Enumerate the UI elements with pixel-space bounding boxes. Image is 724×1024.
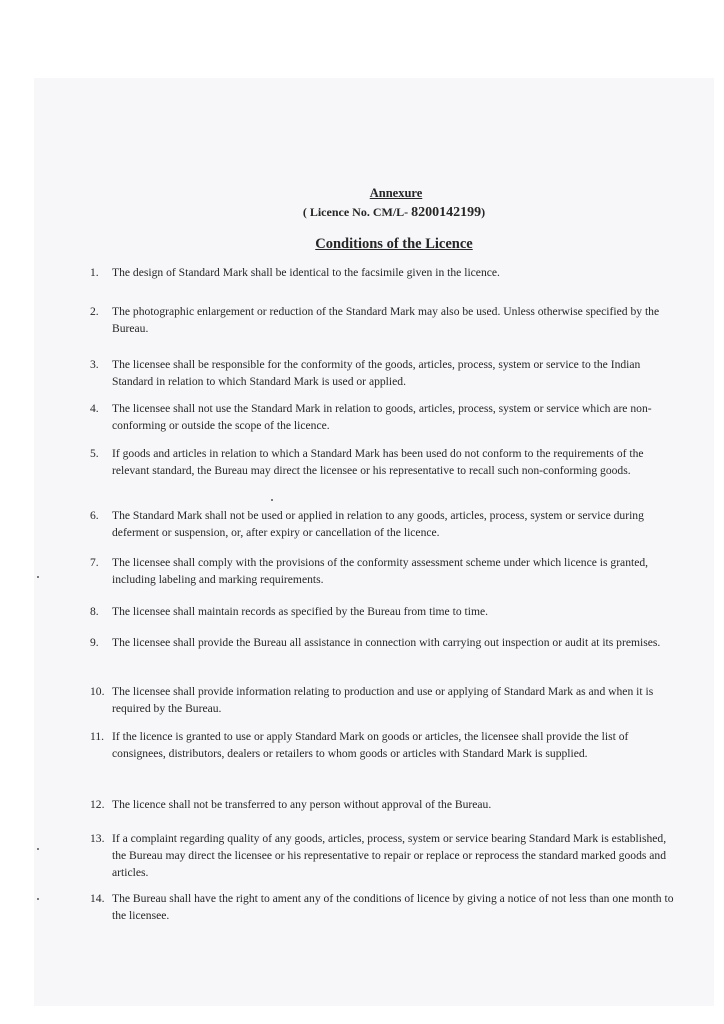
- condition-number: 4.: [90, 402, 99, 415]
- condition-number: 2.: [90, 305, 99, 318]
- condition-item: [90, 264, 677, 281]
- condition-item: [90, 356, 677, 390]
- condition-text: If a complaint regarding quality of any goods, articles, process, system or service bearing Standard Mark is established, the Bureau may direct the licensee or his representative to repair or replace or reprocess the standard marked goods and articles.: [112, 832, 667, 879]
- scan-speck: [271, 499, 273, 501]
- scan-speck: [37, 898, 39, 900]
- condition-text: The Standard Mark shall not be used or applied in relation to any goods, articles, process, system or service during deferment or suspension, or, after expiry or cancellation of the licence.: [112, 509, 644, 539]
- condition-item: [90, 830, 677, 881]
- condition-text: The licensee shall maintain records as specified by the Bureau from time to time.: [112, 605, 489, 618]
- condition-item: [90, 683, 677, 717]
- condition-text: The licensee shall not use the Standard Mark in relation to goods, articles, process, system or service which are non-conforming or outside the scope of the licence.: [112, 402, 652, 432]
- condition-number: 7.: [90, 556, 99, 569]
- condition-number: 13.: [90, 832, 105, 845]
- condition-number: 11.: [90, 730, 105, 743]
- condition-text: If goods and articles in relation to which a Standard Mark has been used do not conform to the requirements of the relevant standard, the Bureau may direct the licensee or his representative to recall such non-conforming goods.: [112, 447, 644, 477]
- scan-speck: [37, 576, 39, 578]
- condition-number: 10.: [90, 685, 105, 698]
- condition-item: [90, 796, 677, 813]
- condition-number: 3.: [90, 358, 99, 371]
- condition-item: [90, 445, 677, 479]
- condition-number: 6.: [90, 509, 99, 522]
- licence-number-line: [54, 205, 714, 221]
- condition-text: The Bureau shall have the right to ament any of the conditions of licence by giving a notice of not less than one month to the licensee.: [112, 892, 674, 922]
- condition-item: [90, 634, 677, 651]
- document-page: [34, 78, 714, 1006]
- licence-number: 8200142199: [411, 205, 482, 220]
- condition-number: 12.: [90, 798, 105, 811]
- conditions-title: Conditions of the Licence: [315, 236, 473, 252]
- condition-item: [90, 728, 677, 762]
- condition-item: [90, 554, 677, 588]
- condition-number: 8.: [90, 605, 99, 618]
- condition-item: [90, 603, 677, 620]
- condition-item: [90, 303, 677, 337]
- condition-item: [90, 507, 677, 541]
- condition-text: The licence shall not be transferred to any person without approval of the Bureau.: [112, 798, 492, 811]
- licence-prefix: ( Licence No. CM/L-: [302, 205, 409, 219]
- condition-number: 1.: [90, 266, 99, 279]
- scan-speck: [37, 848, 39, 850]
- condition-text: The licensee shall provide the Bureau all assistance in connection with carrying out inspection or audit at its premises.: [112, 636, 661, 649]
- condition-text: If the licence is granted to use or apply Standard Mark on goods or articles, the licensee shall provide the list of consignees, distributors, dealers or retailers to whom goods or articles with Standard Mark is supplied.: [112, 730, 629, 760]
- annexure-heading: Annexure: [369, 186, 423, 200]
- licence-suffix: ): [481, 205, 486, 219]
- condition-number: 9.: [90, 636, 99, 649]
- condition-text: The photographic enlargement or reduction of the Standard Mark may also be used. Unless otherwise specified by the Bureau.: [112, 305, 660, 335]
- condition-item: [90, 400, 677, 434]
- condition-number: 5.: [90, 447, 99, 460]
- condition-item: [90, 890, 677, 924]
- condition-text: The licensee shall be responsible for the conformity of the goods, articles, process, system or service to the Indian Standard in relation to which Standard Mark is used or applied.: [112, 358, 641, 388]
- condition-number: 14.: [90, 892, 105, 905]
- condition-text: The design of Standard Mark shall be identical to the facsimile given in the licence.: [112, 266, 500, 279]
- condition-text: The licensee shall provide information relating to production and use or applying of Standard Mark as and when it is required by the Bureau.: [112, 685, 654, 715]
- condition-text: The licensee shall comply with the provisions of the conformity assessment scheme under which licence is granted, including labeling and marking requirements.: [112, 556, 649, 586]
